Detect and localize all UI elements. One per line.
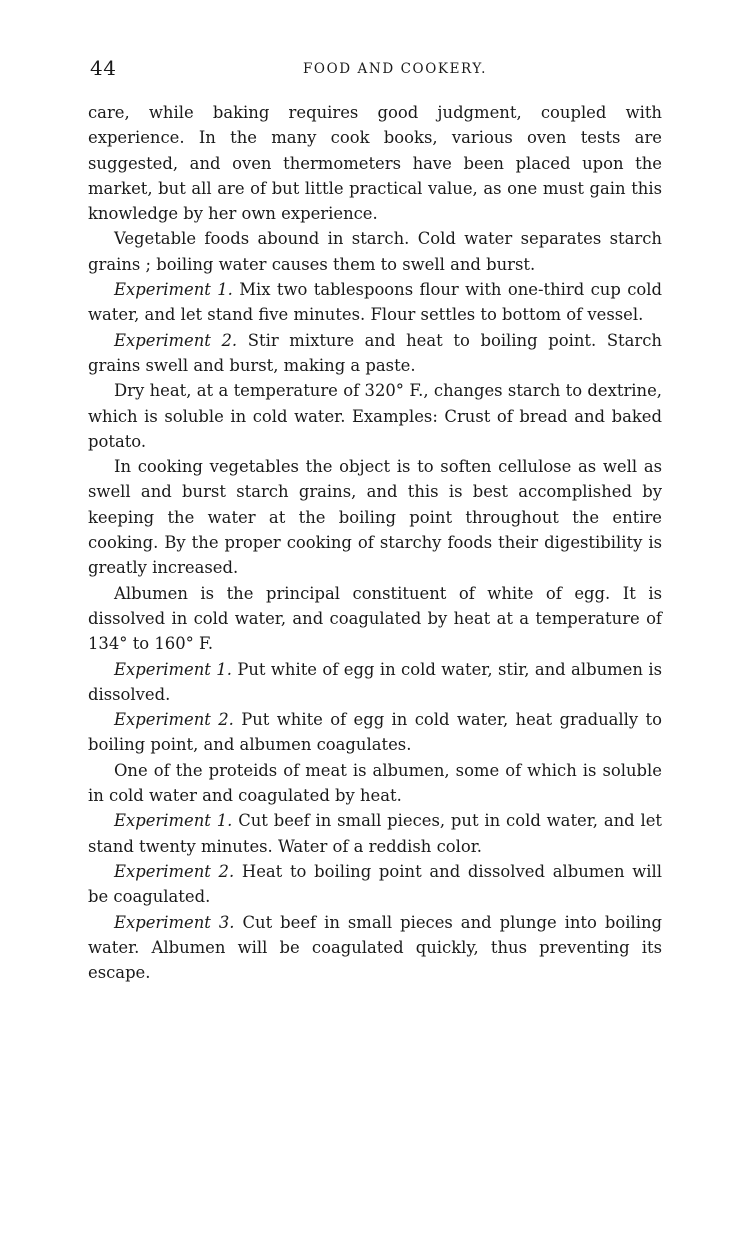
paragraph-text: One of the proteids of meat is albumen, some of which is soluble in cold water and coagulated by heat.	[88, 760, 662, 806]
paragraph-lead: Experiment 1.	[114, 659, 232, 679]
paragraph	[88, 277, 662, 328]
paragraph-text: In cooking vegetables the object is to soften cellulose as well as swell and burst starch grains, and this is best accomplished by keeping the water at the boiling point throughout the entire cooking. By the proper cooking of starchy foods their digestibility is greatly increased.	[88, 457, 662, 578]
paragraph	[88, 454, 662, 580]
paragraph-text: Put white of egg in cold water, heat gradually to boiling point, and albumen coagulates.	[88, 710, 662, 755]
paragraph	[88, 581, 662, 657]
paragraph-text: Mix two tablespoons flour with one-third cup cold water, and let stand five minutes. Flour settles to bottom of vessel.	[88, 280, 662, 325]
paragraph	[88, 328, 662, 379]
paragraph-text: Dry heat, at a temperature of 320° F., changes starch to dextrine, which is soluble in cold water. Examples: Crust of bread and baked potato.	[88, 381, 662, 451]
paragraph	[88, 758, 662, 809]
paragraph-text: Put white of egg in cold water, stir, and albumen is dissolved.	[88, 659, 662, 704]
paragraph-text: care, while baking requires good judgment, coupled with experience. In the many cook books, various oven tests are suggested, and oven thermometers have been placed upon the market, but all are of but little practical value, as one must gain this knowledge by her own experience.	[88, 103, 662, 224]
paragraph-lead: Experiment 1.	[114, 811, 233, 831]
paragraph	[88, 657, 662, 708]
paragraph-lead: Experiment 2.	[114, 861, 235, 881]
paragraph-text: Albumen is the principal constituent of white of egg. It is dissolved in cold water, and coagulated by heat at a temperature of 134° to 160° F.	[88, 583, 662, 654]
paragraph-text: Cut beef in small pieces, put in cold water, and let stand twenty minutes. Water of a reddish color.	[88, 811, 662, 856]
paragraph	[88, 378, 662, 454]
running-title: FOOD AND COOKERY.	[302, 61, 488, 77]
paragraph-text: Cut beef in small pieces and plunge into boiling water. Albumen will be coagulated quickly, thus preventing its escape.	[88, 912, 663, 983]
paragraph	[88, 808, 662, 859]
paragraph-lead: Experiment 2.	[114, 330, 238, 350]
paragraph	[88, 707, 662, 758]
page-header	[88, 52, 662, 82]
paragraph-text: Vegetable foods abound in starch. Cold water separates starch grains ; boiling water causes them to swell and burst.	[88, 229, 662, 274]
paragraph	[88, 226, 662, 277]
paragraph	[88, 910, 662, 986]
paragraph-text: Heat to boiling point and dissolved albumen will be coagulated.	[88, 861, 662, 907]
paragraph-lead: Experiment 1.	[114, 280, 233, 300]
paragraph	[88, 100, 662, 226]
page-body	[88, 100, 662, 985]
paragraph-lead: Experiment 3.	[114, 912, 235, 932]
paragraph	[88, 859, 662, 910]
paragraph-text: Stir mixture and heat to boiling point. Starch grains swell and burst, making a paste.	[88, 330, 662, 375]
page-number: 44	[90, 56, 117, 80]
paragraph-lead: Experiment 2.	[114, 710, 234, 730]
book-page	[88, 52, 662, 985]
